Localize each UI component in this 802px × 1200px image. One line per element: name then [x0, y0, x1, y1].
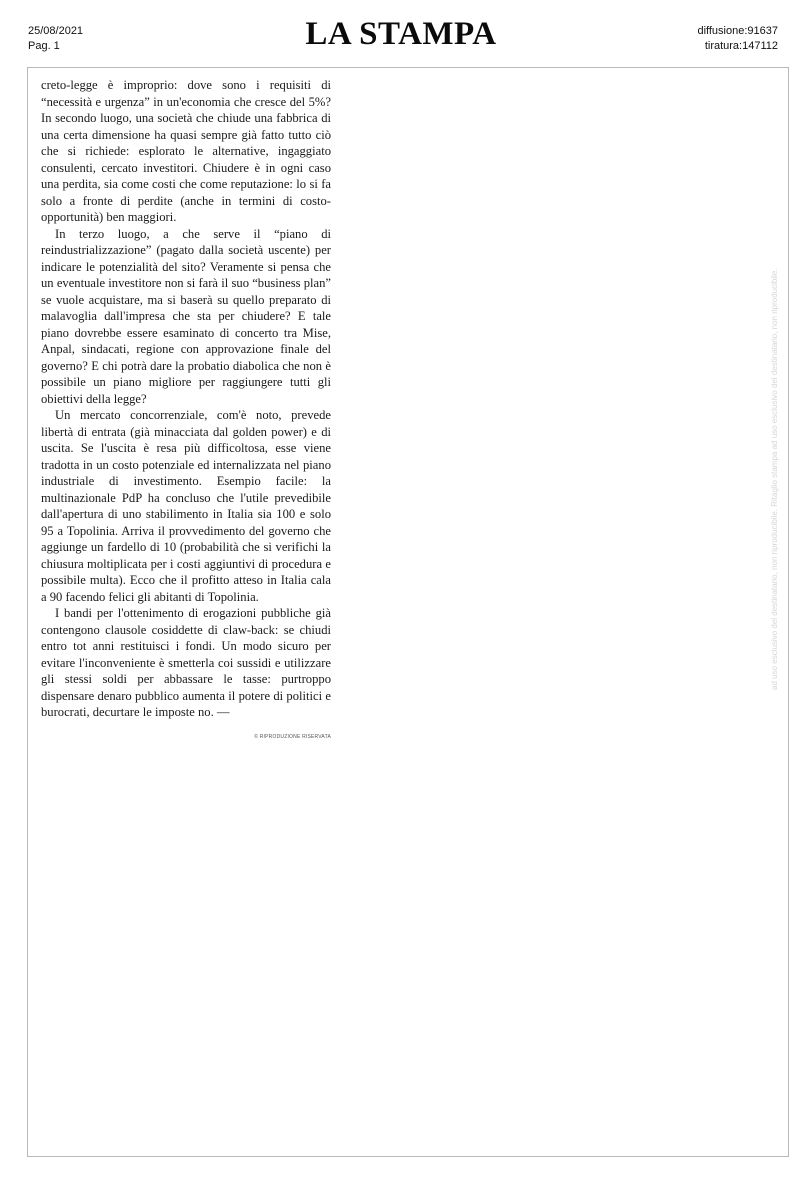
circulation-diffusione: diffusione:91637 [697, 25, 778, 37]
circulation-tiratura: tiratura:147112 [704, 40, 778, 52]
article-paragraph: I bandi per l'ottenimento di erogazioni pubbliche già contengono clausole cosiddette di claw-back: se chiudi entro tot anni restituisci i fondi. Un modo sicuro per evitare l'inconveniente è smetterla coi sussidi e utilizzare gli stessi soldi per abbassare le tasse: purtroppo dispensare denaro pubblico aumenta il potere di politici e burocrati, decurtare le imposte no. — [41, 606, 331, 719]
clipping-page-number: Pag. 1 [28, 40, 60, 52]
reproduction-notice: © RIPRODUZIONE RISERVATA [254, 733, 331, 740]
article-column [41, 77, 331, 745]
article-paragraph: creto-legge è improprio: dove sono i requisiti di “necessità e urgenza” in un'economia che cresce del 5%? In secondo luogo, una società che chiude una fabbrica di una certa dimensione ha quasi sempre già fatto tutto ciò che si richiede: esplorato le alternative, ingaggiato consulenti, cercato investitori. Chiudere è in ogni caso una perdita, sia come costi che come reputazione: lo si fa solo a fronte di perdite (anche in termini di costo-opportunità) ben maggiori. [41, 78, 331, 224]
clipping-date: 25/08/2021 [28, 25, 84, 37]
article-paragraph: In terzo luogo, a che serve il “piano di reindustrializzazione” (pagato dalla società uscente) per indicare le potenzialità del sito? Veramente si pensa che un eventuale investitore non si farà il suo “business plan” se vuole acquistare, ma si baserà su quello preparato di malavoglia dall'impresa che sta per chiudere? E tale piano dovrebbe essere esaminato di concerto tra Mise, Anpal, sindacati, regione con approvazione finale del governo? E chi potrà dare la probatio diabolica che non è possibile un piano migliore per raggiungere tutti gli obiettivi della legge? [41, 226, 331, 406]
clipping-meta-right [697, 24, 778, 54]
article-paragraph: Un mercato concorrenziale, com'è noto, prevede libertà di entrata (già minacciata dal golden power) e di uscita. Se l'uscita è resa più difficoltosa, esse viene tradotta in un costo potenziale ed internalizzata nel piano industriale di investimento. Esempio facile: la multinazionale PdP ha concluso che l'utile prevedibile dall'apertura di uno stabilimento in Italia sia 100 e solo 95 a Topolinia. Arriva il provvedimento del governo che aggiunge un fardello di 10 (probabilità che si verifichi la chiusura moltiplicata per i costi aggiuntivi di procedura e possibile multa). Ecco che il profitto atteso in Italia cala a 90 facendo felici gli abitanti di Topolinia. [41, 408, 331, 604]
side-copyright-stamp: ad uso esclusivo del destinatario, non riproducibile. Ritaglio stampa ad uso esclusivo del destinatario, non riproducibile. [770, 268, 779, 690]
newspaper-masthead: LA STAMPA [305, 16, 497, 52]
